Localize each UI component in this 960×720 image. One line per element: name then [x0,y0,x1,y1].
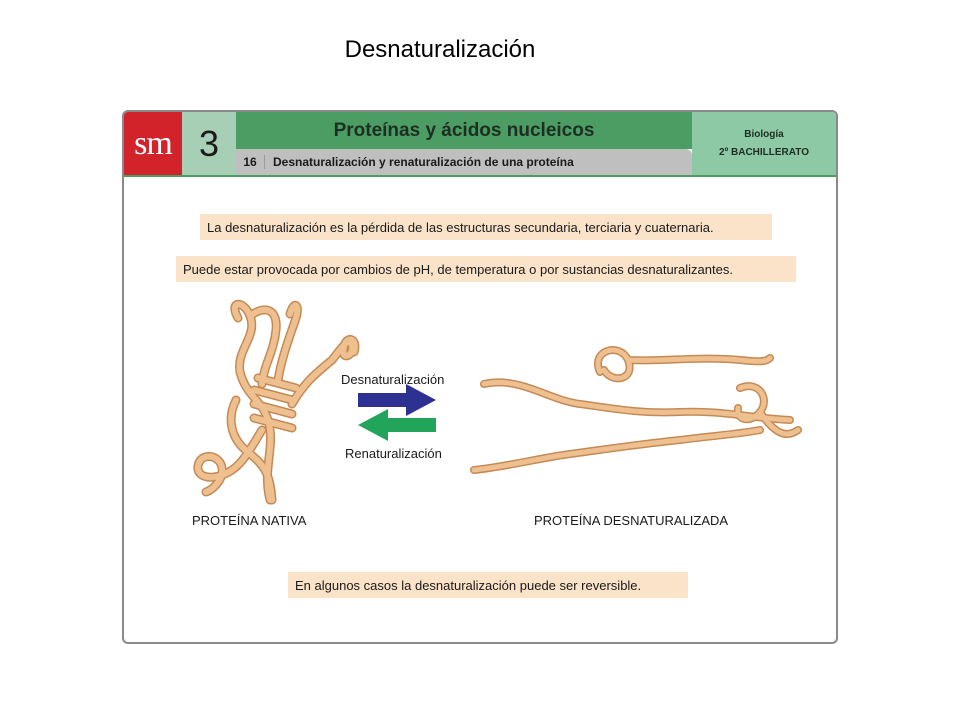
publisher-logo: sm [124,112,182,175]
section-number: 16 [236,155,265,169]
native-protein-label: PROTEÍNA NATIVA [192,513,307,528]
denatured-protein-image [474,350,798,470]
reversible-box: En algunos casos la desnaturalización puede ser reversible. [288,572,688,598]
native-protein-image [198,304,355,500]
unit-number: 3 [182,112,236,175]
denatured-protein-label: PROTEÍNA DESNATURALIZADA [534,513,729,528]
section-title: Desnaturalización y renaturalización de una proteína [273,155,574,169]
definition-box: La desnaturalización es la pérdida de las estructuras secundaria, terciaria y cuaternaria. [200,214,772,240]
level-label: 2º BACHILLERATO [719,146,809,158]
causes-box: Puede estar provocada por cambios de pH, de temperatura o por sustancias desnaturalizantes. [176,256,796,282]
denaturation-label: Desnaturalización [341,372,445,387]
slide-title: Desnaturalización [344,36,536,63]
subject-label: Biología [744,128,784,140]
renaturation-label: Renaturalización [345,446,442,461]
unit-title: Proteínas y ácidos nucleicos [236,112,692,149]
renaturation-arrow [358,409,436,441]
denaturation-arrow [358,384,436,416]
